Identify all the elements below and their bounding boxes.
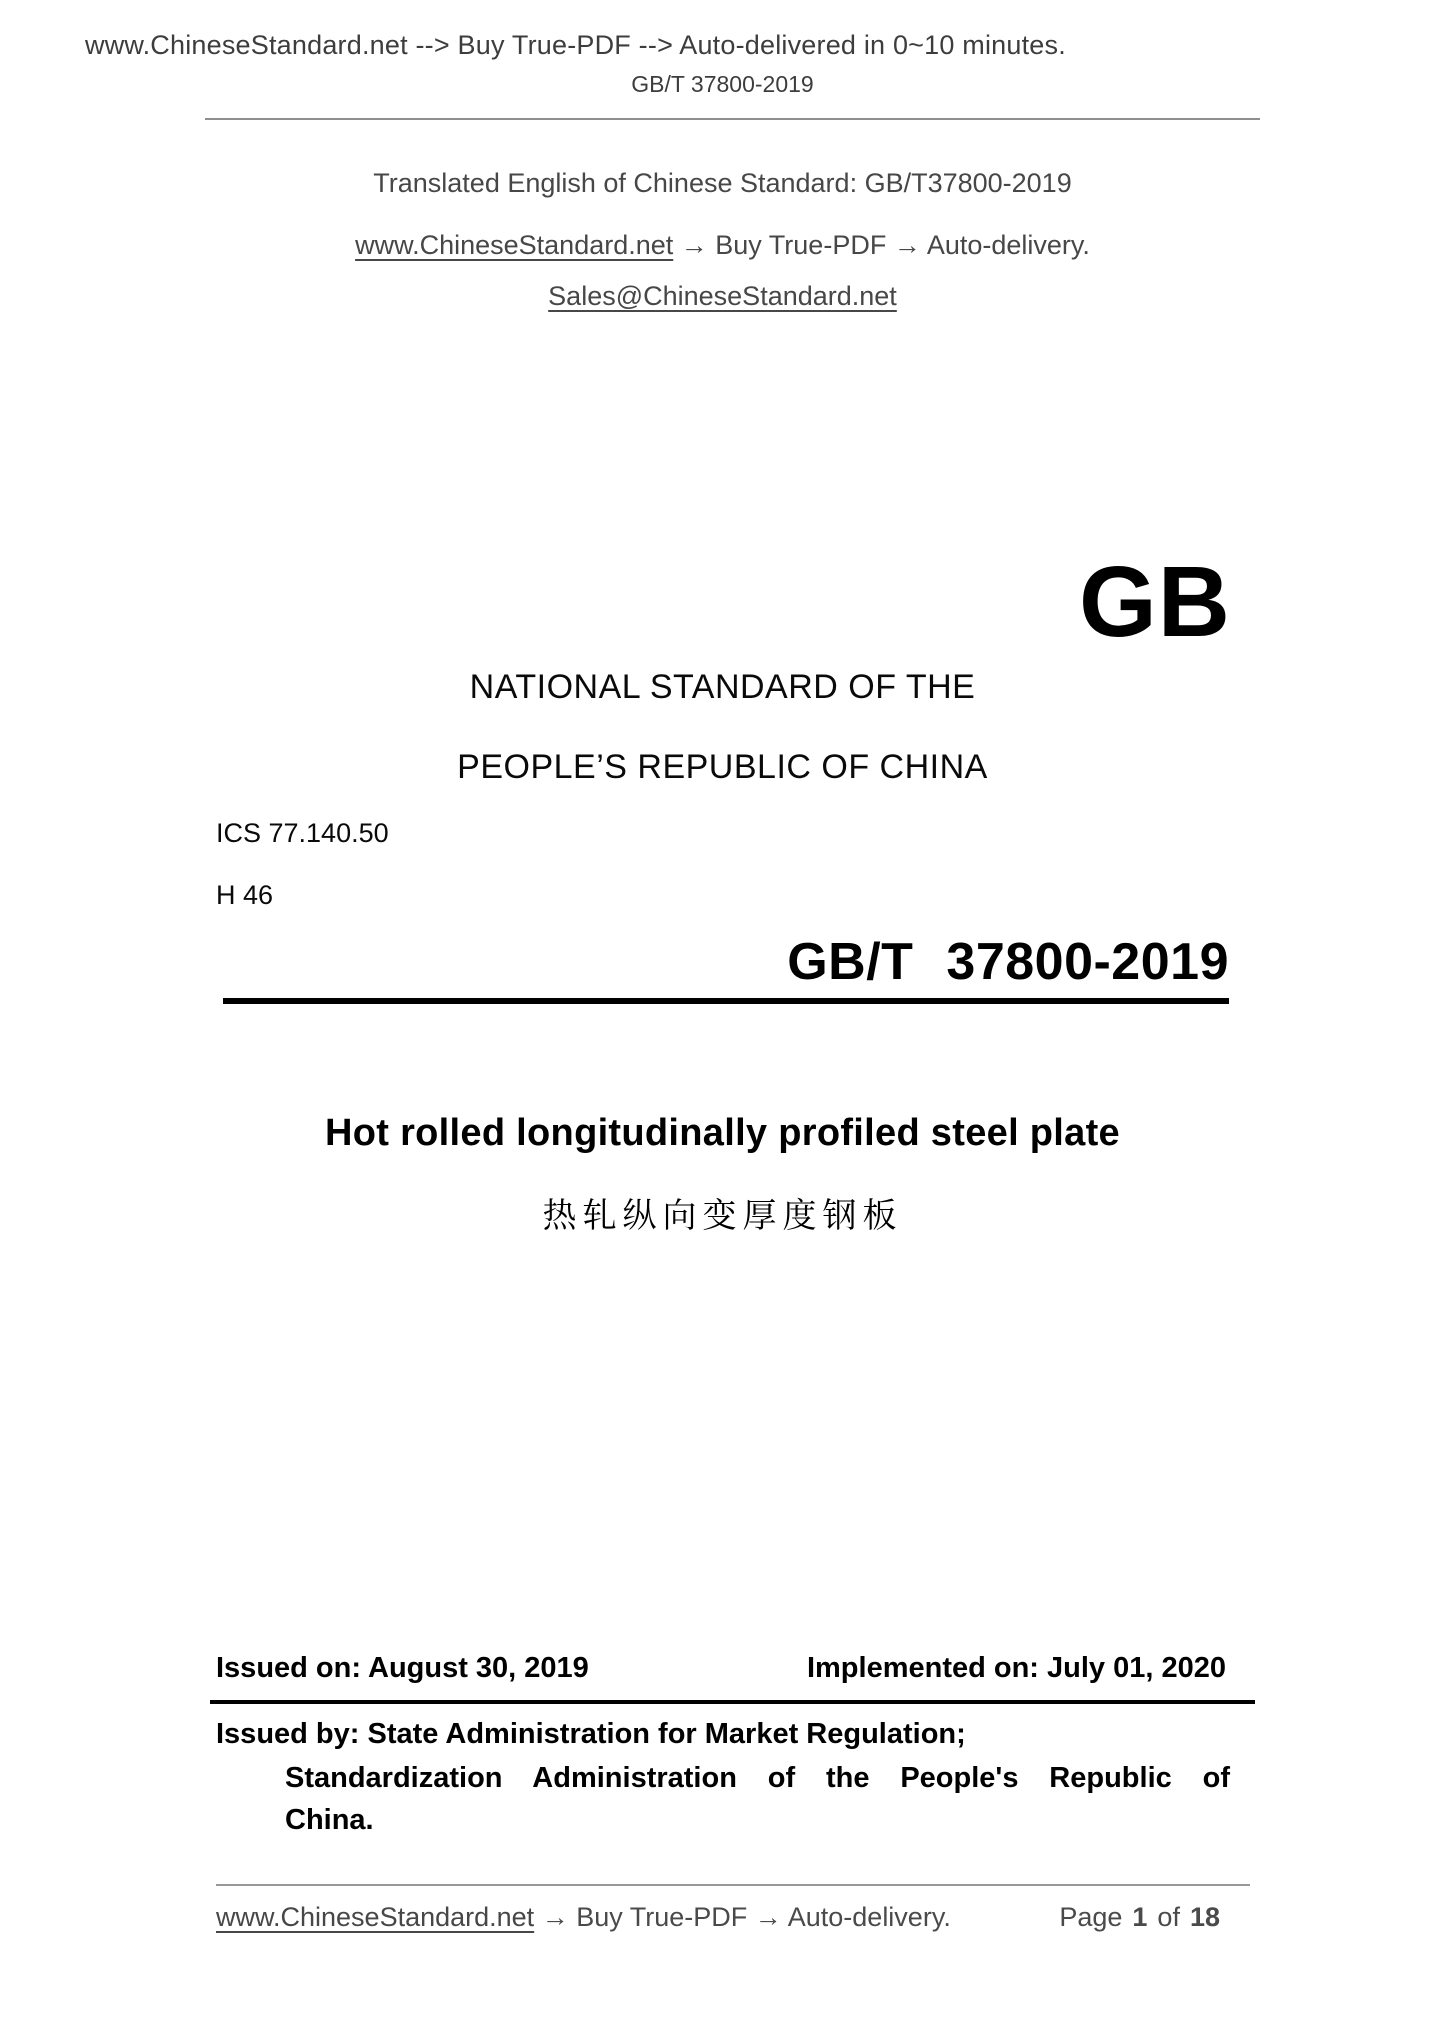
standard-code: GB/T 37800-2019: [787, 933, 1229, 991]
footer-site-rest: → Buy True-PDF → Auto-delivery.: [534, 1902, 951, 1932]
site-link-rest: → Buy True-PDF → Auto-delivery.: [673, 230, 1090, 260]
issued-by-line: Issued by: State Administration for Market Regulation;: [216, 1718, 966, 1750]
standard-title-en: Hot rolled longitudinally profiled steel plate: [325, 1112, 1120, 1154]
standard-title-zh: 热轧纵向变厚度钢板: [542, 1197, 903, 1235]
site-link[interactable]: www.ChineseStandard.net: [355, 230, 674, 260]
issuer-continuation-line1: Standardization Administration of the People's Republic of: [285, 1762, 1230, 1794]
translated-standard-line: Translated English of Chinese Standard: GB/T37800-2019: [373, 168, 1072, 198]
gb-logo: GB: [1079, 546, 1231, 658]
national-standard-line2: PEOPLE’S REPUBLIC OF CHINA: [457, 748, 988, 786]
implemented-date: Implemented on: July 01, 2020: [806, 1652, 1226, 1684]
page-number: 1: [1132, 1902, 1148, 1932]
header-tagline: www.ChineseStandard.net --> Buy True-PDF --> Auto-delivered in 0~10 minutes.: [85, 30, 1066, 60]
dates-rule: [210, 1700, 1255, 1704]
footer-rule: [216, 1884, 1250, 1886]
header-doc-code: GB/T 37800-2019: [631, 71, 814, 97]
issued-date: Issued on: August 30, 2019: [216, 1652, 589, 1684]
email-line: [0, 281, 1445, 312]
total-pages: 18: [1189, 1902, 1220, 1932]
classification-code: H 46: [216, 880, 274, 910]
sales-email-link[interactable]: Sales@ChineseStandard.net: [548, 281, 897, 311]
page-word: Page: [1059, 1902, 1123, 1932]
issuer-continuation-line2: China.: [285, 1804, 374, 1836]
footer-site-line: [216, 1902, 951, 1933]
site-link-line: [0, 230, 1445, 261]
footer-site-link[interactable]: www.ChineseStandard.net: [216, 1902, 535, 1932]
header-rule: [205, 118, 1260, 120]
page-indicator: [1059, 1902, 1220, 1933]
national-standard-line1: NATIONAL STANDARD OF THE: [469, 668, 976, 706]
of-word: of: [1157, 1902, 1180, 1932]
ics-code: ICS 77.140.50: [216, 818, 389, 848]
standard-code-rule: [223, 998, 1229, 1004]
